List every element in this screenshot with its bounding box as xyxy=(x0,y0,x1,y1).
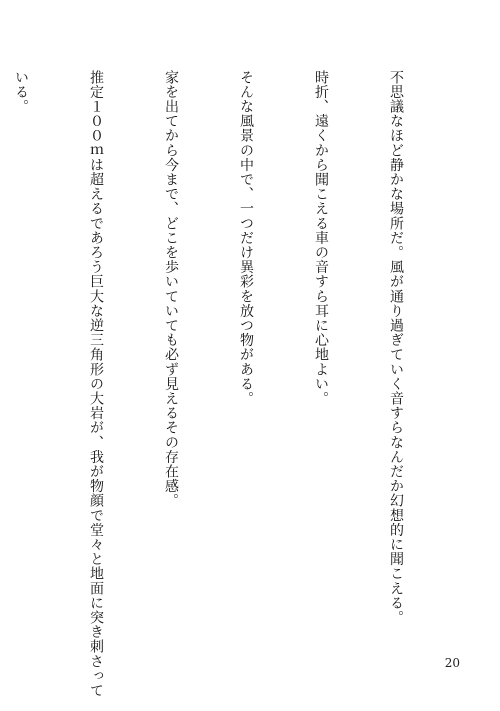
paragraph-line: 家を出てから今まで、どこを歩いていても必ず見えるその存在感。 xyxy=(163,70,179,508)
page-number: 20 xyxy=(444,656,460,670)
paragraph-line: 推定１００ｍは超えるであろう巨大な逆三角形の大岩が、我が物顔で堂々と地面に突き刺さって xyxy=(88,70,104,698)
paragraph-line: そんな風景の中で、一つだけ異彩を放つ物がある。 xyxy=(238,70,254,406)
paragraph-line: いる。 xyxy=(13,70,29,114)
paragraph-line: 時折、遠くから聞こえる車の音すら耳に心地よい。 xyxy=(313,70,329,406)
paragraph-line: 不思議なほど静かな場所だ。風が通り過ぎていく音すらなんだか幻想的に聞こえる。 xyxy=(388,70,404,625)
